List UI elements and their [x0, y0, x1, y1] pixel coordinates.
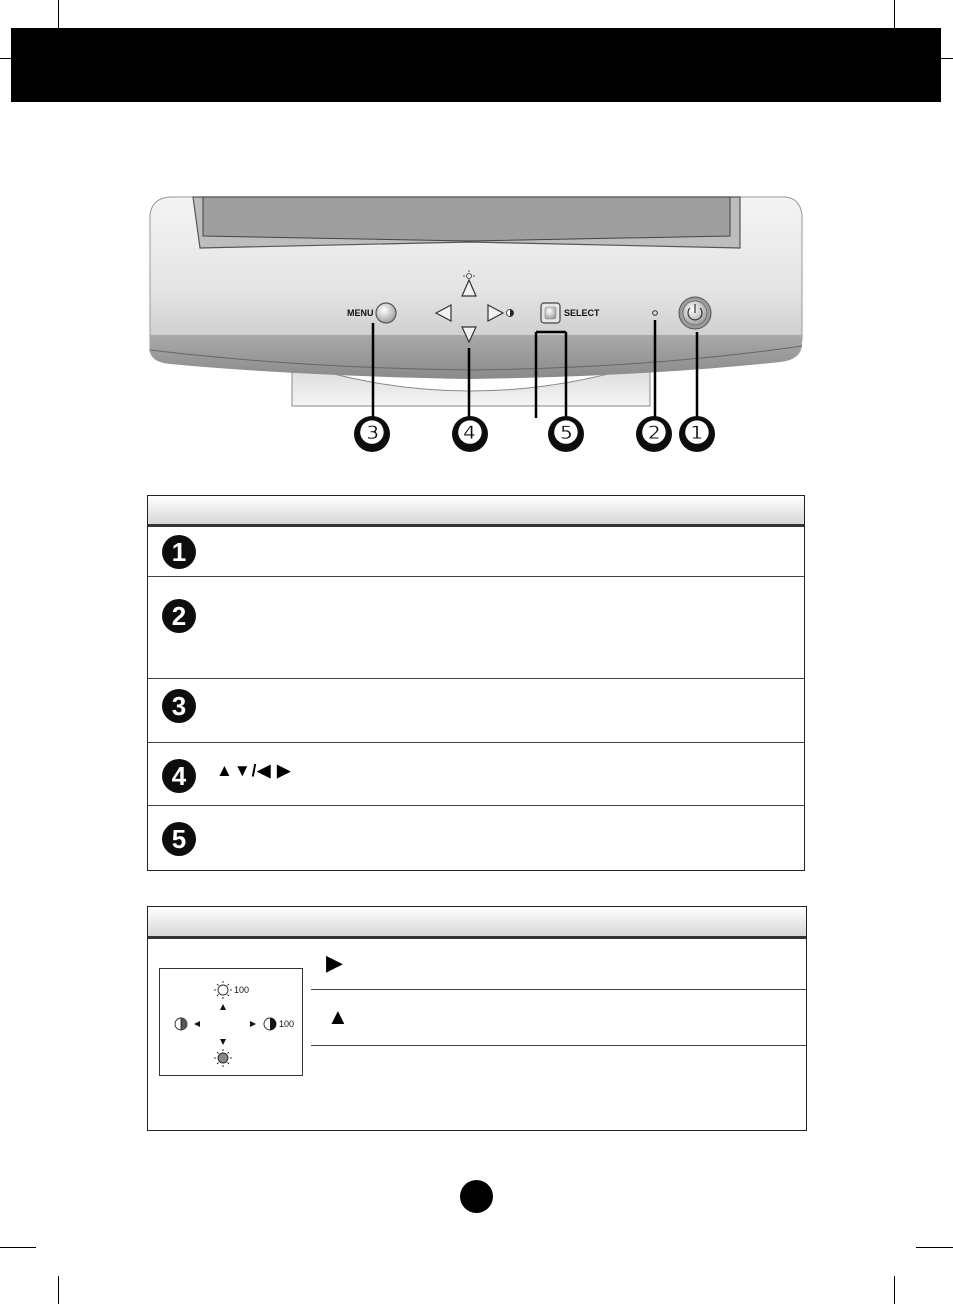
contrast-icon — [507, 310, 514, 317]
right-arrow-bullet: ▶ — [326, 950, 343, 975]
table-row — [148, 743, 804, 806]
up-arrow-bullet: ▲ — [327, 1004, 349, 1029]
table-row — [148, 577, 804, 679]
row-number: 4 — [162, 759, 196, 793]
menu-button — [376, 303, 396, 323]
table-header — [148, 496, 804, 527]
divider — [311, 1045, 806, 1046]
contrast-up-icon — [264, 1018, 276, 1030]
brightness-up-icon — [214, 981, 232, 999]
adjust-table — [147, 906, 807, 1131]
table-header — [148, 907, 806, 939]
crop-mark — [916, 1247, 953, 1248]
osd-illustration — [159, 968, 303, 1076]
crop-mark — [58, 1276, 59, 1304]
row-number: 2 — [162, 599, 196, 633]
callout-2: ❷ — [636, 416, 672, 452]
brightness-down-icon — [214, 1049, 232, 1067]
table-row — [148, 679, 804, 743]
callout-5: ❺ — [548, 416, 584, 452]
crop-mark — [894, 1276, 895, 1304]
contrast-value: 100 — [279, 1019, 295, 1029]
table-row — [148, 527, 804, 577]
crop-mark — [0, 1247, 36, 1248]
osd-right-arrow — [250, 1021, 256, 1027]
page-number-dot — [460, 1180, 493, 1213]
divider — [311, 989, 806, 990]
monitor-front-illustration — [0, 0, 953, 470]
callout-3: ❸ — [354, 416, 390, 452]
select-label: SELECT — [564, 308, 600, 318]
controls-table — [147, 495, 805, 871]
osd-down-arrow — [220, 1039, 226, 1045]
row-number: 5 — [162, 822, 196, 856]
callout-1: ❶ — [679, 416, 715, 452]
osd-up-arrow — [220, 1004, 226, 1010]
callout-4: ❹ — [452, 416, 488, 452]
contrast-down-icon — [175, 1018, 187, 1030]
row-number: 1 — [162, 535, 196, 569]
brightness-value: 100 — [234, 985, 250, 995]
table-row — [148, 806, 804, 870]
row-number: 3 — [162, 689, 196, 723]
menu-label: MENU — [347, 308, 374, 318]
osd-left-arrow — [194, 1021, 200, 1027]
arrow-keys-label: ▲▼/◀ ▶ — [216, 761, 292, 780]
